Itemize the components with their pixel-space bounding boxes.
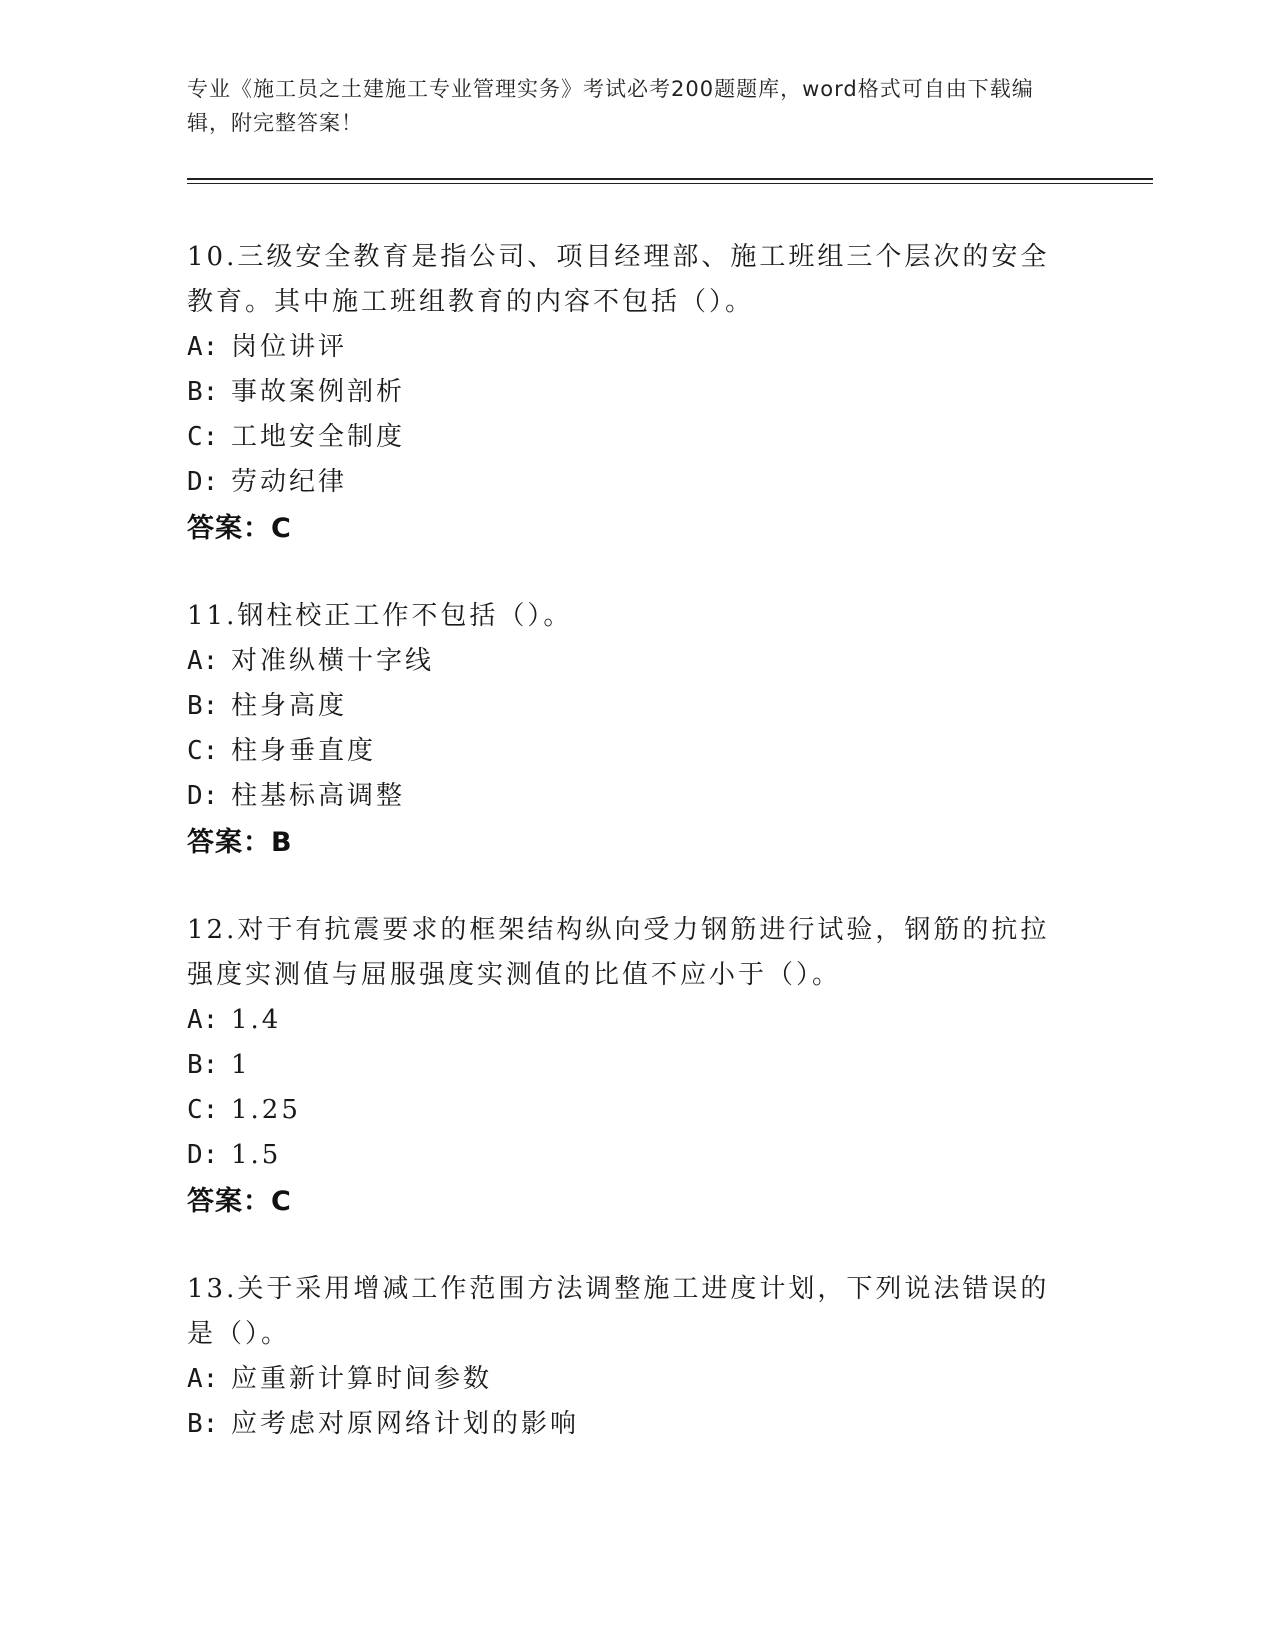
question-text: 10.三级安全教育是指公司、项目经理部、施工班组三个层次的安全教育。其中施工班组教育的内容不包括（）。	[187, 242, 1050, 317]
header-divider-thin	[187, 183, 1153, 184]
option-key: D:	[187, 781, 219, 811]
option-c	[187, 1088, 1077, 1133]
option-text: 1.5	[231, 1140, 282, 1170]
answer: 答案：B	[187, 827, 293, 858]
option-text: 对准纵横十字线	[231, 646, 435, 676]
option-text: 劳动纪律	[231, 467, 348, 497]
question-10	[187, 235, 1077, 552]
document-header: 专业《施工员之土建施工专业管理实务》考试必考200题题库，word格式可自由下载编辑，附完整答案！	[187, 77, 1034, 135]
option-key: B:	[187, 691, 219, 721]
option-a	[187, 1357, 1077, 1402]
question-text: 12.对于有抗震要求的框架结构纵向受力钢筋进行试验，钢筋的抗拉强度实测值与屈服强度实测值的比值不应小于（）。	[187, 915, 1050, 990]
option-key: B:	[187, 1409, 219, 1439]
question-11	[187, 594, 1077, 866]
option-a	[187, 325, 1077, 370]
option-text: 1.25	[231, 1095, 301, 1125]
answer: 答案：C	[187, 513, 292, 544]
option-d	[187, 460, 1077, 505]
option-a	[187, 639, 1077, 684]
option-key: B:	[187, 1050, 219, 1080]
answer: 答案：C	[187, 1186, 292, 1217]
option-d	[187, 1133, 1077, 1178]
option-text: 柱基标高调整	[231, 781, 406, 811]
question-13	[187, 1267, 1077, 1447]
option-key: A:	[187, 646, 219, 676]
option-c	[187, 729, 1077, 774]
option-b	[187, 370, 1077, 415]
option-key: D:	[187, 467, 219, 497]
option-key: A:	[187, 332, 219, 362]
option-key: C:	[187, 422, 219, 452]
option-d	[187, 774, 1077, 819]
question-list	[187, 235, 1077, 1489]
option-a	[187, 998, 1077, 1043]
option-key: A:	[187, 1364, 219, 1394]
option-text: 事故案例剖析	[231, 377, 406, 407]
option-key: C:	[187, 1095, 219, 1125]
option-text: 工地安全制度	[231, 422, 406, 452]
option-key: D:	[187, 1140, 219, 1170]
option-text: 应考虑对原网络计划的影响	[231, 1409, 580, 1439]
option-text: 1	[231, 1050, 251, 1080]
question-12	[187, 908, 1077, 1225]
question-text: 13.关于采用增减工作范围方法调整施工进度计划，下列说法错误的是（）。	[187, 1274, 1050, 1349]
option-b	[187, 1043, 1077, 1088]
header-divider-thick	[187, 178, 1153, 180]
option-text: 岗位讲评	[231, 332, 348, 362]
option-text: 柱身垂直度	[231, 736, 377, 766]
option-b	[187, 684, 1077, 729]
question-text: 11.钢柱校正工作不包括（）。	[187, 601, 573, 631]
option-text: 1.4	[231, 1005, 282, 1035]
option-text: 柱身高度	[231, 691, 348, 721]
option-key: C:	[187, 736, 219, 766]
option-c	[187, 415, 1077, 460]
option-key: A:	[187, 1005, 219, 1035]
option-text: 应重新计算时间参数	[231, 1364, 493, 1394]
option-key: B:	[187, 377, 219, 407]
option-b	[187, 1402, 1077, 1447]
